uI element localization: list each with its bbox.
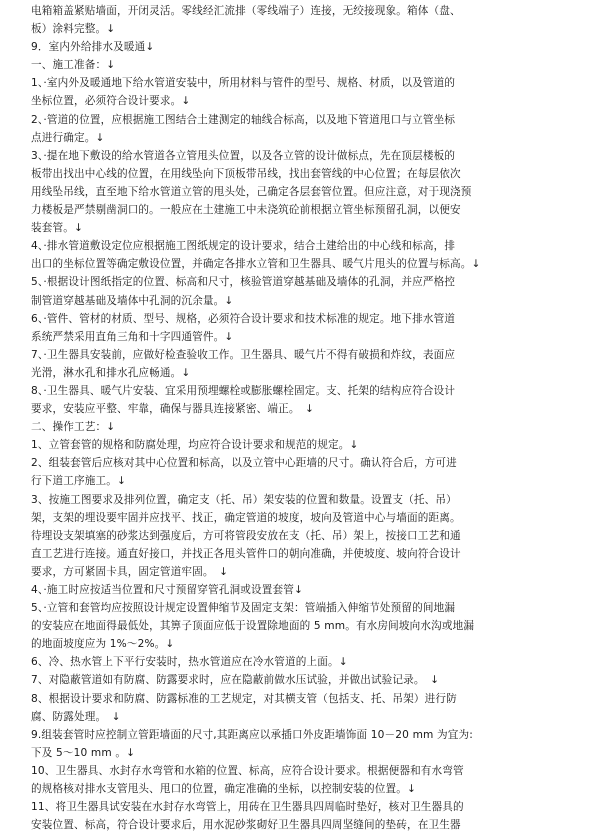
text-line: 直工艺进行连接。通直好接口，并找正各甩头管件口的朝向准确，并使坡度、坡向符合设计: [31, 547, 461, 560]
text-line: 1、·室内外及暖通地下给水管道安装中，所用材料与管件的型号、规格、材质，以及管道的: [31, 77, 456, 90]
text-line: 6、·管件、管材的材质、型号、规格，必须符合设计要求和技术标准的规定。地下排水管道: [31, 312, 456, 325]
text-line: 行下道工序施工。↓: [31, 475, 126, 488]
text-line: 待埋设支架填塞的砂浆达到强度后，方可将管段安放在支（托、吊）架上，按接口工艺和通: [31, 529, 461, 542]
text-line: 9.组装套管时应控制立管距墙面的尺寸,其距离应以承插口外皮距墙饰面 10－20 mm 为宜为:: [31, 728, 473, 741]
text-line: 一、施工准备：↓: [31, 59, 116, 72]
text-line: 架，支架的埋设要牢固并应找平、找正，确定管道的坡度，坡向及管道中心与墙面的距离。: [31, 511, 461, 524]
text-line: 力楼板是严禁剔凿洞口的。一般应在土建施工中未浇筑砼前根据立管坐标预留孔洞，以便安: [31, 204, 461, 217]
text-line: 的安装应在地面得最低处，其箅子顶面应低于设置除地面的 5 mm。有水房间坡向水沟或地漏: [31, 620, 475, 633]
text-line: 3、按施工图要求及排列位置，确定支（托、吊）架安装的位置和数量。设置支（托、吊）: [31, 493, 457, 506]
text-line: 的规格核对排水支管甩头、甩口的位置，确定准确的坐标，以控制安装的位置。↓: [31, 783, 417, 796]
text-line: 8、根据设计要求和防腐、防露标准的工艺规定，对其横支管（包括支、托、吊架）进行防: [31, 692, 457, 705]
text-line: 9．室内外给排水及暖通↓: [31, 41, 155, 54]
text-line: 下及 5～10 mm 。↓: [31, 746, 136, 759]
text-line: 二、操作工艺：↓: [31, 421, 116, 434]
text-line: 11、将卫生器具试安装在水封存水弯管上，用砖在卫生器具四周临时垫好，核对卫生器具的: [31, 801, 464, 814]
text-line: 2、组装套管后应核对其中心位置和标高，以及立管中心距墙的尺寸。确认符合后，方可进: [31, 457, 457, 470]
text-line: 系统严禁采用直角三角和十字四通管件。↓: [31, 330, 234, 343]
text-line: 的地面坡度应为 1%～2%。↓: [31, 638, 175, 651]
text-line: 8、·卫生器具、暖气片安装、宜采用预埋螺栓或膨胀螺栓固定。支、托架的结构应符合设计: [31, 384, 456, 397]
text-line: 光滑，淋水孔和排水孔应畅通。↓: [31, 366, 191, 379]
text-line: 6、冷、热水管上下平行安装时，热水管道应在冷水管道的上面。↓: [31, 656, 348, 669]
text-line: 制管道穿越基础及墙体中孔洞的沉余量。↓: [31, 294, 234, 307]
text-line: 5、·根据设计图纸指定的位置、标高和尺寸，核验管道穿越基础及墙体的孔洞，并应严格控: [31, 276, 456, 289]
text-line: 用线坠吊线，直至地下给水管道立管的甩头处，己确定各层套管位置。但应注意，对于现浇预: [31, 185, 472, 198]
text-line: 安装位置、标高，符合设计要求后，用水泥砂浆砌好卫生器具四周坚缝间的垫砖，在卫生器: [31, 819, 461, 832]
text-line: 板）涂料完整。↓: [31, 23, 116, 36]
text-line: 3、·提在地下敷设的给水管道各立管甩头位置，以及各立管的设计做标点，先在顶层楼板的: [31, 149, 456, 162]
text-line: 5、·立管和套管均应按照设计规定设置伸缩节及固定支架：管端插入伸缩节处预留的间地漏: [31, 602, 456, 615]
text-line: 点进行确定。↓: [31, 131, 105, 144]
text-line: 1、立管套管的规格和防腐处理，均应符合设计要求和规范的规定。↓: [31, 439, 359, 452]
text-line: 4、·施工时应按适当位置和尺寸预留穿管孔洞或设置套管↓: [31, 584, 303, 596]
text-line: 4、·排水管道敷设定位应根据施工图纸规定的设计要求，结合土建给出的中心线和标高，排: [31, 240, 456, 253]
text-line: 要求，方可紧固卡具，固定管道牢固。 ↓: [31, 565, 229, 578]
text-line: 7、·卫生器具安装前，应做好检查验收工作。卫生器具、暖气片不得有破损和炸纹，表面应: [31, 348, 456, 361]
text-line: 要求，安装应平整、牢靠，确保与器具连接紧密、端正。 ↓: [31, 403, 315, 416]
text-line: 7、对隐蔽管道如有防腐、防露要求时，应在隐蔽前做水压试验，并做出试验记录。 ↓: [31, 674, 440, 687]
text-line: 腐、防露处理。 ↓: [31, 710, 121, 723]
text-line: 2、·管道的位置，应根据施工图结合土建测定的轴线合标高，以及地下管道甩口与立管坐标: [31, 113, 456, 126]
text-line: 出口的坐标位置等确定敷设位置，并确定各排水立管和卫生器具、暖气片甩头的位置与标高。↓: [31, 258, 481, 271]
text-line: 装套管。↓: [31, 222, 84, 235]
text-line: 板带出找出中心线的位置，在用线坠向下顶板带吊线，找出套管线的中心位置；在每层依次: [31, 167, 461, 180]
text-line: 电箱箱盖紧贴墙面，开闭灵活。零线经汇流排（零线端子）连接，无绞接现象。箱体（盘、: [31, 5, 461, 17]
text-line: 坐标位置，必须符合设计要求。↓: [31, 95, 191, 108]
text-line: 10、卫生器具、水封存水弯管和水箱的位置、标高，应符合设计要求。根据便器和有水弯管: [31, 764, 464, 777]
